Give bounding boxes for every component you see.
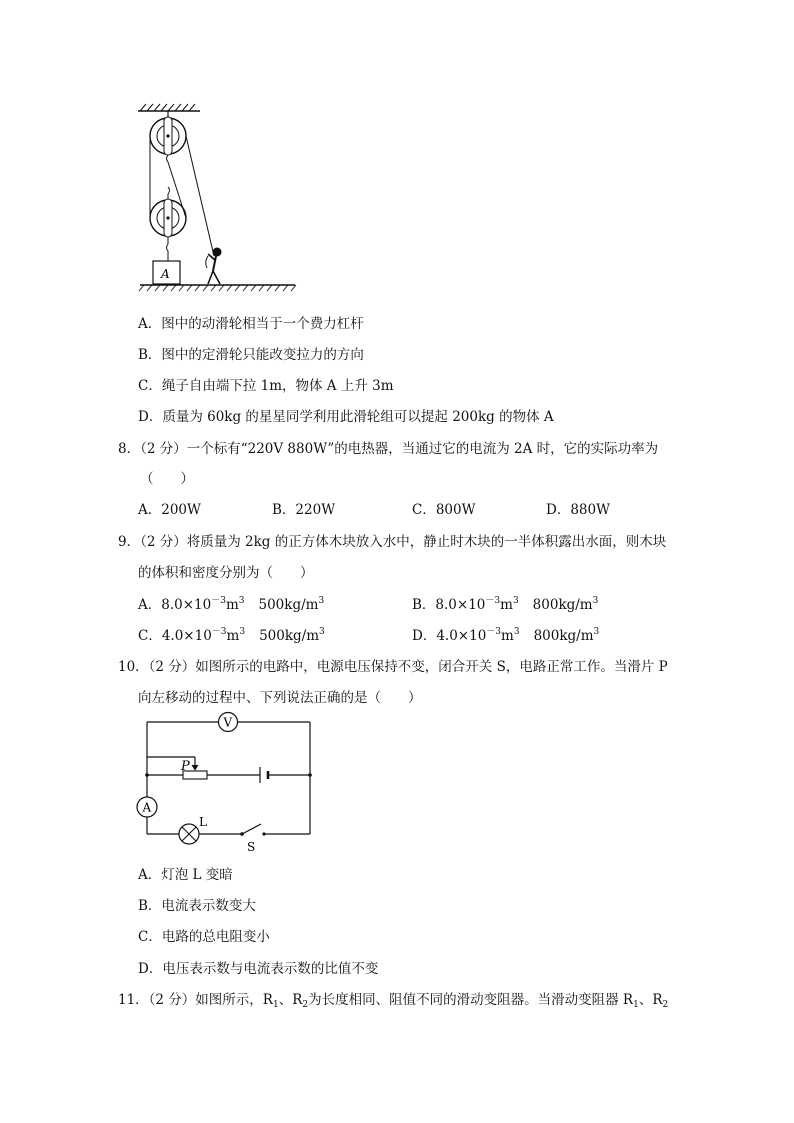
q8-option-b: B．220W [272, 502, 336, 518]
q8-option-c: C．800W [412, 502, 476, 518]
fixed-pulley [150, 111, 186, 162]
person-icon [206, 248, 222, 285]
ammeter [137, 797, 157, 817]
q11-stem: 11．（2 分）如图所示，$R_1$、$R_2$为长度相同、阻值不同的滑动变阻器。当滑动变阻器 $R_1$、$R_2$ [118, 992, 669, 1010]
q10-option-a: A．灯泡 L 变暗 [138, 867, 233, 883]
lamp-label: L [199, 815, 207, 829]
q8-option-d: D．880W [546, 502, 610, 518]
q8-stem-line1: 8．（2 分）一个标有“220V 880W”的电热器，当通过它的电流为 2A 时，它的实际功率为 [118, 441, 659, 457]
q10-option-c: C．电路的总电阻变小 [138, 929, 270, 945]
rope [150, 136, 214, 256]
slider-label: P [181, 759, 190, 774]
ceiling [138, 104, 200, 111]
q10-stem-line1: 10．（2 分）如图所示的电路中，电源电压保持不变，闭合开关 S，电路正常工作。当滑片 P [118, 659, 668, 675]
q8-stem-line2: （ ） [140, 471, 194, 487]
q10-option-b: B．电流表示数变大 [138, 898, 256, 914]
q9-option-b: B．$8.0\times 10^{-3}m^3$ $800kg/m^3$ [412, 596, 599, 613]
circuit-wires [145, 722, 312, 834]
q7-option-a: A．图中的动滑轮相当于一个费力杠杆 [138, 316, 364, 332]
lamp [179, 815, 207, 844]
block-label: A [161, 267, 170, 281]
q9-stem-line2: 的体积和密度分别为（ ） [138, 565, 314, 581]
switch [240, 824, 265, 854]
rheostat [180, 759, 207, 779]
circuit-diagram [135, 708, 325, 856]
q9-option-c: C．$4.0\times 10^{-3}m^3$ $500kg/m^3$ [138, 627, 325, 644]
block-a [153, 261, 180, 284]
q9-option-a: A．$8.0\times 10^{-3}m^3$ $500kg/m^3$ [138, 596, 325, 613]
q9-option-d: D．$4.0\times 10^{-3}m^3$ $800kg/m^3$ [412, 627, 600, 644]
q8-option-a: A．200W [138, 502, 201, 518]
q9-stem-line1: 9．（2 分）将质量为 2kg 的正方体木块放入水中，静止时木块的一半体积露出水面，则木块 [118, 534, 667, 550]
movable-pulley [150, 187, 186, 261]
voltmeter-label: V [223, 715, 233, 730]
q10-stem-line2: 向左移动的过程中、下列说法正确的是（ ） [138, 690, 422, 706]
pulley-figure [130, 98, 305, 298]
ammeter-label: A [142, 800, 152, 815]
q7-option-d: D．质量为 60kg 的星星同学利用此滑轮组可以提起 200kg 的物体 A [138, 409, 554, 425]
voltmeter [219, 713, 238, 732]
q10-option-d: D．电压表示数与电流表示数的比值不变 [138, 961, 379, 977]
q7-option-c: C．绳子自由端下拉 1m，物体 A 上升 3m [138, 378, 394, 394]
battery [260, 767, 268, 783]
q7-option-b: B．图中的定滑轮只能改变拉力的方向 [138, 347, 364, 363]
switch-label: S [247, 840, 256, 854]
ground [139, 285, 296, 291]
